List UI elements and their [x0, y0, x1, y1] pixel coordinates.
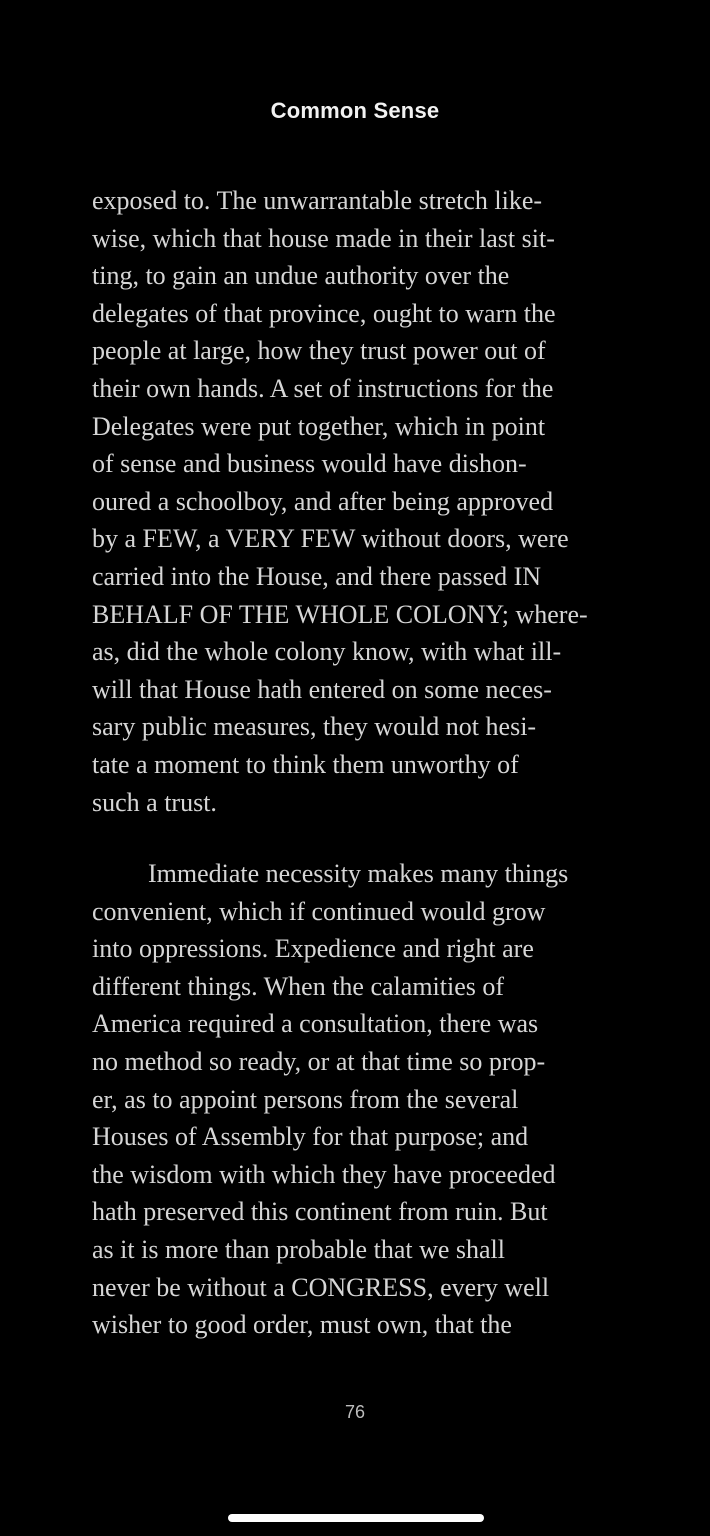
- text-line: different things. When the calamities of: [92, 971, 505, 1001]
- text-line: by a FEW, a VERY FEW without doors, were: [92, 524, 569, 554]
- text-line: America required a consultation, there was: [92, 1009, 539, 1039]
- paragraph-spacer: [92, 821, 652, 855]
- text-line: wise, which that house made in their last sit-: [92, 223, 555, 253]
- text-line: their own hands. A set of instructions for the: [92, 373, 554, 403]
- text-line: BEHALF OF THE WHOLE COLONY; where-: [92, 599, 588, 629]
- text-line: sary public measures, they would not hesi-: [92, 712, 537, 742]
- text-line: er, as to appoint persons from the several: [92, 1084, 519, 1114]
- text-line: convenient, which if continued would grow: [92, 896, 546, 926]
- page-number: 76: [344, 1402, 366, 1422]
- text-line: wisher to good order, must own, that the: [92, 1310, 512, 1340]
- text-line: into oppressions. Expedience and right are: [92, 934, 534, 964]
- page-text[interactable]: [92, 182, 652, 1344]
- text-line: hath preserved this continent from ruin. But: [92, 1197, 548, 1227]
- text-line: the wisdom with which they have proceeded: [92, 1159, 556, 1189]
- text-line: will that House hath entered on some neces-: [92, 674, 552, 704]
- text-line: oured a schoolboy, and after being approved: [92, 486, 554, 516]
- text-line: Delegates were put together, which in point: [92, 411, 546, 441]
- text-line: people at large, how they trust power out of: [92, 336, 546, 366]
- text-line: no method so ready, or at that time so prop-: [92, 1047, 546, 1077]
- book-title: Common Sense: [270, 98, 440, 123]
- text-line: exposed to. The unwarrantable stretch like-: [92, 186, 543, 215]
- paragraph: [92, 855, 652, 1344]
- text-line: Immediate necessity makes many things: [148, 859, 569, 889]
- text-line: delegates of that province, ought to warn the: [92, 298, 556, 328]
- text-line: tate a moment to think them unworthy of: [92, 749, 519, 779]
- home-indicator-bar[interactable]: [228, 1514, 484, 1522]
- text-line: ting, to gain an undue authority over the: [92, 261, 510, 291]
- paragraph: [92, 182, 652, 821]
- text-line: as, did the whole colony know, with what ill-: [92, 637, 562, 667]
- text-line: never be without a CONGRESS, every well: [92, 1272, 550, 1302]
- text-line: as it is more than probable that we shall: [92, 1235, 506, 1265]
- text-line: of sense and business would have dishon-: [92, 449, 527, 479]
- text-line: carried into the House, and there passed IN: [92, 561, 542, 591]
- text-line: Houses of Assembly for that purpose; and: [92, 1122, 529, 1152]
- text-line: such a trust.: [92, 787, 217, 817]
